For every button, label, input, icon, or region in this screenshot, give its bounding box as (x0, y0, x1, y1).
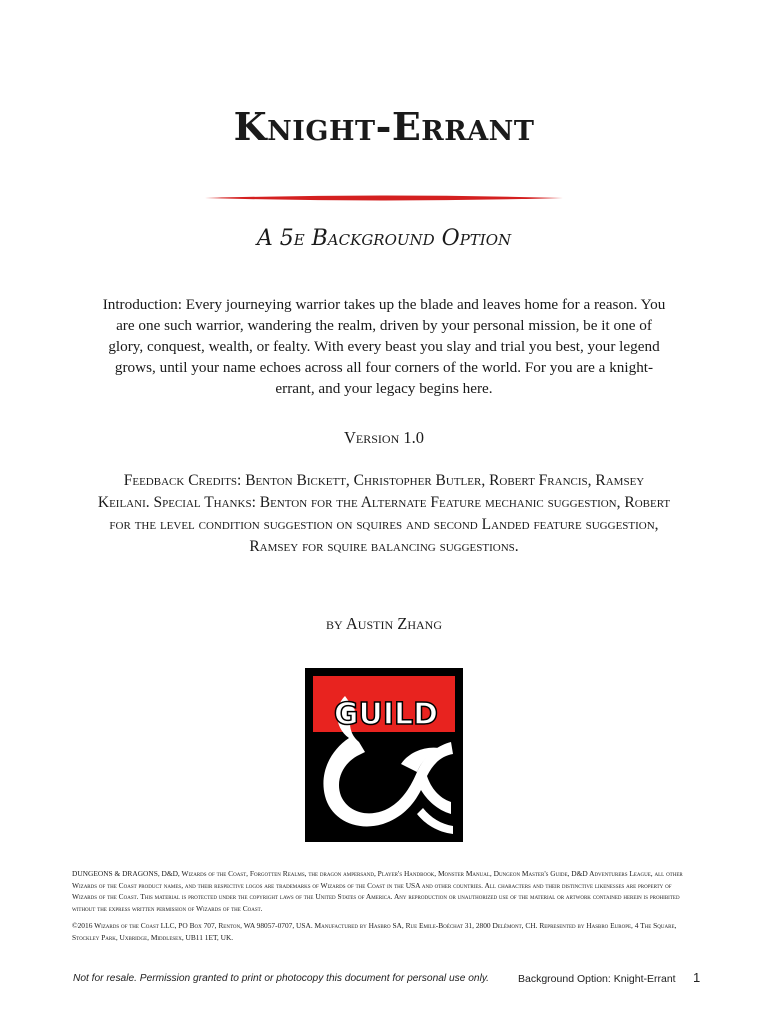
copyright-notice: ©2016 Wizards of the Coast LLC, PO Box 707, Renton, WA 98057-0707, USA. Manufactured by Hasbro SA, Rue Emile-Boéchat 31, 2800 Delémont, CH. Represented by Hasbro Europe, 4 The Square, Stockley Park, Uxbridge, Middlesex, UB11 1ET, UK. (72, 921, 677, 942)
introduction-paragraph: Introduction: Every journeying warrior takes up the blade and leaves home for a reason. You are one such warrior, wandering the realm, driven by your personal mission, be it one of glory, conquest, wealth, or fealty. With every beast you slay and trial you best, your legend grows, until your name echoes across all four corners of the world. For you are a knight-errant, and your legacy begins here. (102, 296, 666, 397)
document-subtitle: A 5e Background Option (256, 226, 512, 251)
author-byline: by Austin Zhang (325, 614, 442, 633)
footer-section-title: Background Option: Knight-Errant (518, 973, 676, 985)
title-divider (205, 191, 563, 205)
version-label: Version 1.0 (343, 428, 424, 447)
logo-text: GUILD (333, 697, 439, 732)
trademark-notice: DUNGEONS & DRAGONS, D&D, Wizards of the Coast, Forgotten Realms, the dragon ampersand, Player's Handbook, Monster Manual, Dungeon Master's Guide, D&D Adventurers League, all other Wizards of the Coast product names, and their respective logos are trademarks of Wizards of the Coast in the USA and other countries. All characters and their distinctive likenesses are property of Wizards of the Coast. This material is protected under the copyright laws of the United States of America. Any reproduction or unauthorized use of the material or artwork contained herein is prohibited without the express written permission of Wizards of the Coast. (72, 869, 683, 913)
credits-paragraph: Feedback Credits: Benton Bickett, Christopher Butler, Robert Francis, Ramsey Keilani. Special Thanks: Benton for the Alternate Feature mechanic suggestion, Robert for the level condition suggestion on squires and second Landed feature suggestion, Ramsey for squire balancing suggestions. (97, 472, 671, 555)
footer-resale-notice: Not for resale. Permission granted to print or photocopy this document for personal use only. (73, 973, 490, 984)
dms-guild-logo (305, 668, 463, 842)
page-number: 1 (693, 970, 701, 985)
document-title: Knight-Errant (233, 104, 535, 149)
